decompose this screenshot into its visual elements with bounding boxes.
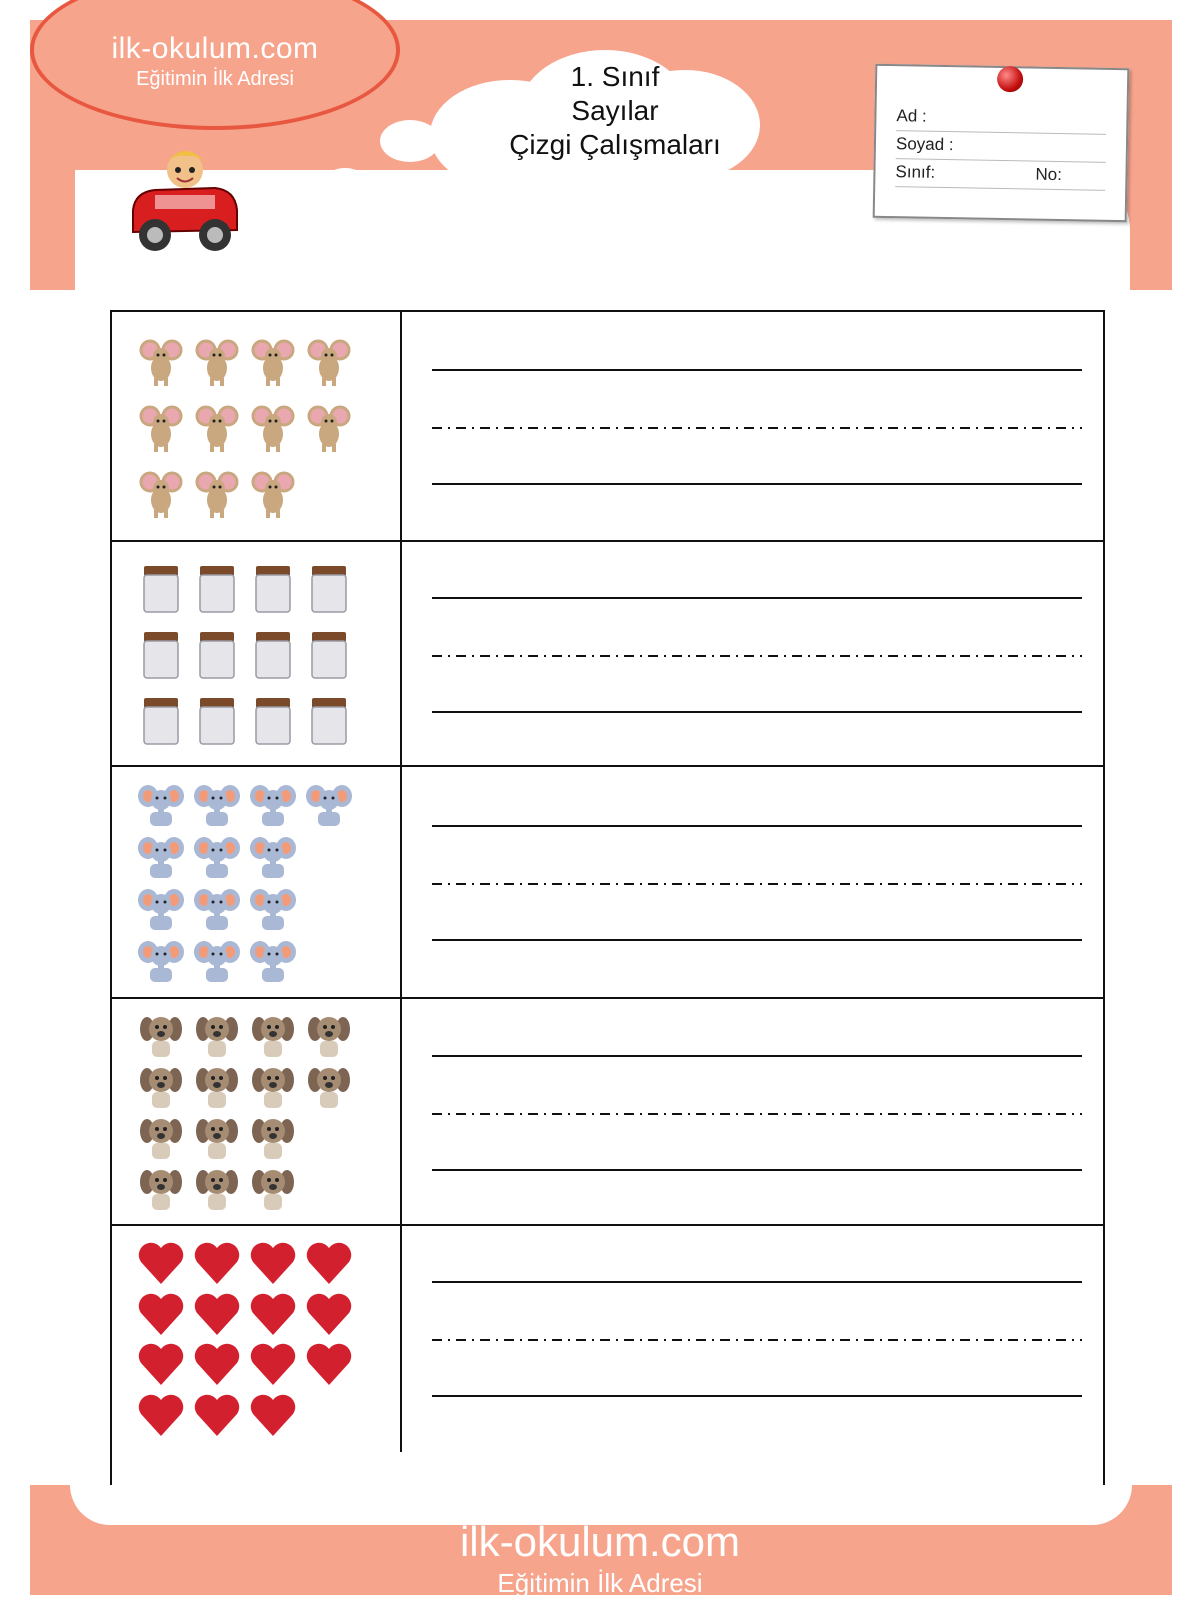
elephant-icon: [192, 884, 242, 934]
picture-cell: [112, 542, 402, 765]
heart-icon: [192, 1289, 242, 1339]
writing-top-line: [432, 1055, 1082, 1057]
jar-icon: [248, 630, 298, 680]
mouse-icon: [192, 336, 242, 386]
student-info-card: [873, 64, 1130, 222]
exercise-row: [112, 1226, 1103, 1452]
jar-icon: [304, 630, 354, 680]
writing-mid-line: [432, 1113, 1082, 1115]
writing-bottom-line: [432, 1169, 1082, 1171]
jar-icon: [304, 564, 354, 614]
jar-icon: [192, 630, 242, 680]
soyad-label: Soyad :: [895, 134, 954, 155]
title-line-2: Sayılar: [571, 95, 659, 126]
writing-mid-line: [432, 655, 1082, 657]
elephant-icon: [304, 780, 354, 830]
puppy-icon: [192, 1164, 242, 1214]
jar-icon: [248, 564, 298, 614]
footer-motto: Eğitimin İlk Adresi: [497, 1568, 703, 1598]
exercise-row: [112, 542, 1103, 767]
heart-icon: [192, 1390, 242, 1440]
elephant-icon: [136, 936, 186, 986]
picture-cell: [112, 1226, 402, 1452]
car-mascot-icon: [125, 140, 245, 260]
puppy-icon: [248, 1062, 298, 1112]
writing-bottom-line: [432, 939, 1082, 941]
logo-site: ilk-okulum.com: [111, 32, 319, 65]
title-line-1: 1. Sınıf: [570, 61, 660, 92]
writing-bottom-line: [432, 1395, 1082, 1397]
title-line-3: Çizgi Çalışmaları: [509, 129, 721, 160]
heart-icon: [136, 1339, 186, 1389]
heart-icon: [192, 1339, 242, 1389]
puppy-icon: [304, 1062, 354, 1112]
writing-top-line: [432, 825, 1082, 827]
jar-icon: [136, 564, 186, 614]
writing-mid-line: [432, 883, 1082, 885]
exercise-row: [112, 312, 1103, 542]
elephant-icon: [136, 884, 186, 934]
jar-icon: [136, 630, 186, 680]
soyad-field[interactable]: [896, 134, 1106, 163]
heart-icon: [248, 1238, 298, 1288]
logo-motto: Eğitimin İlk Adresi: [136, 68, 294, 90]
heart-icon: [136, 1289, 186, 1339]
writing-bottom-line: [432, 711, 1082, 713]
heart-icon: [136, 1390, 186, 1440]
puppy-icon: [248, 1113, 298, 1163]
mouse-icon: [136, 336, 186, 386]
elephant-icon: [248, 936, 298, 986]
no-label: No:: [1035, 164, 1063, 185]
elephant-icon: [192, 832, 242, 882]
pushpin-icon: [997, 66, 1023, 92]
puppy-icon: [136, 1062, 186, 1112]
writing-top-line: [432, 597, 1082, 599]
writing-bottom-line: [432, 483, 1082, 485]
ad-field[interactable]: [896, 106, 1106, 135]
jar-icon: [248, 696, 298, 746]
jar-icon: [136, 696, 186, 746]
footer-site: ilk-okulum.com: [459, 1518, 741, 1565]
mouse-icon: [136, 402, 186, 452]
heart-icon: [248, 1339, 298, 1389]
puppy-icon: [192, 1062, 242, 1112]
jar-icon: [192, 564, 242, 614]
heart-icon: [136, 1238, 186, 1288]
footer-logo[interactable]: [0, 1518, 1200, 1599]
picture-cell: [112, 999, 402, 1224]
heart-icon: [192, 1238, 242, 1288]
puppy-icon: [136, 1113, 186, 1163]
exercise-row: [112, 999, 1103, 1226]
puppy-icon: [192, 1113, 242, 1163]
heart-icon: [248, 1390, 298, 1440]
mouse-icon: [304, 402, 354, 452]
heart-icon: [248, 1289, 298, 1339]
mouse-icon: [248, 402, 298, 452]
worksheet-title: [480, 60, 750, 162]
elephant-icon: [248, 884, 298, 934]
mouse-icon: [304, 336, 354, 386]
puppy-icon: [136, 1164, 186, 1214]
writing-cell[interactable]: [402, 1226, 1103, 1452]
mouse-icon: [136, 468, 186, 518]
picture-cell: [112, 767, 402, 997]
sinif-label: Sınıf:: [895, 162, 936, 182]
mouse-icon: [192, 468, 242, 518]
mouse-icon: [248, 336, 298, 386]
writing-top-line: [432, 369, 1082, 371]
puppy-icon: [192, 1011, 242, 1061]
elephant-icon: [192, 780, 242, 830]
elephant-icon: [136, 780, 186, 830]
jar-icon: [192, 696, 242, 746]
heart-icon: [304, 1339, 354, 1389]
writing-cell[interactable]: [402, 312, 1103, 540]
elephant-icon: [192, 936, 242, 986]
mouse-icon: [248, 468, 298, 518]
ad-label: Ad :: [896, 106, 927, 126]
puppy-icon: [136, 1011, 186, 1061]
exercise-table: [110, 310, 1105, 1490]
exercise-row: [112, 767, 1103, 999]
elephant-icon: [136, 832, 186, 882]
elephant-icon: [248, 832, 298, 882]
puppy-icon: [248, 1011, 298, 1061]
mouse-icon: [192, 402, 242, 452]
elephant-icon: [248, 780, 298, 830]
puppy-icon: [304, 1011, 354, 1061]
jar-icon: [304, 696, 354, 746]
writing-cell[interactable]: [402, 767, 1103, 997]
writing-top-line: [432, 1281, 1082, 1283]
picture-cell: [112, 312, 402, 540]
writing-cell[interactable]: [402, 999, 1103, 1224]
writing-cell[interactable]: [402, 542, 1103, 765]
writing-mid-line: [432, 1339, 1082, 1341]
puppy-icon: [248, 1164, 298, 1214]
writing-mid-line: [432, 427, 1082, 429]
heart-icon: [304, 1238, 354, 1288]
sinif-no-field[interactable]: [895, 162, 1105, 191]
heart-icon: [304, 1289, 354, 1339]
